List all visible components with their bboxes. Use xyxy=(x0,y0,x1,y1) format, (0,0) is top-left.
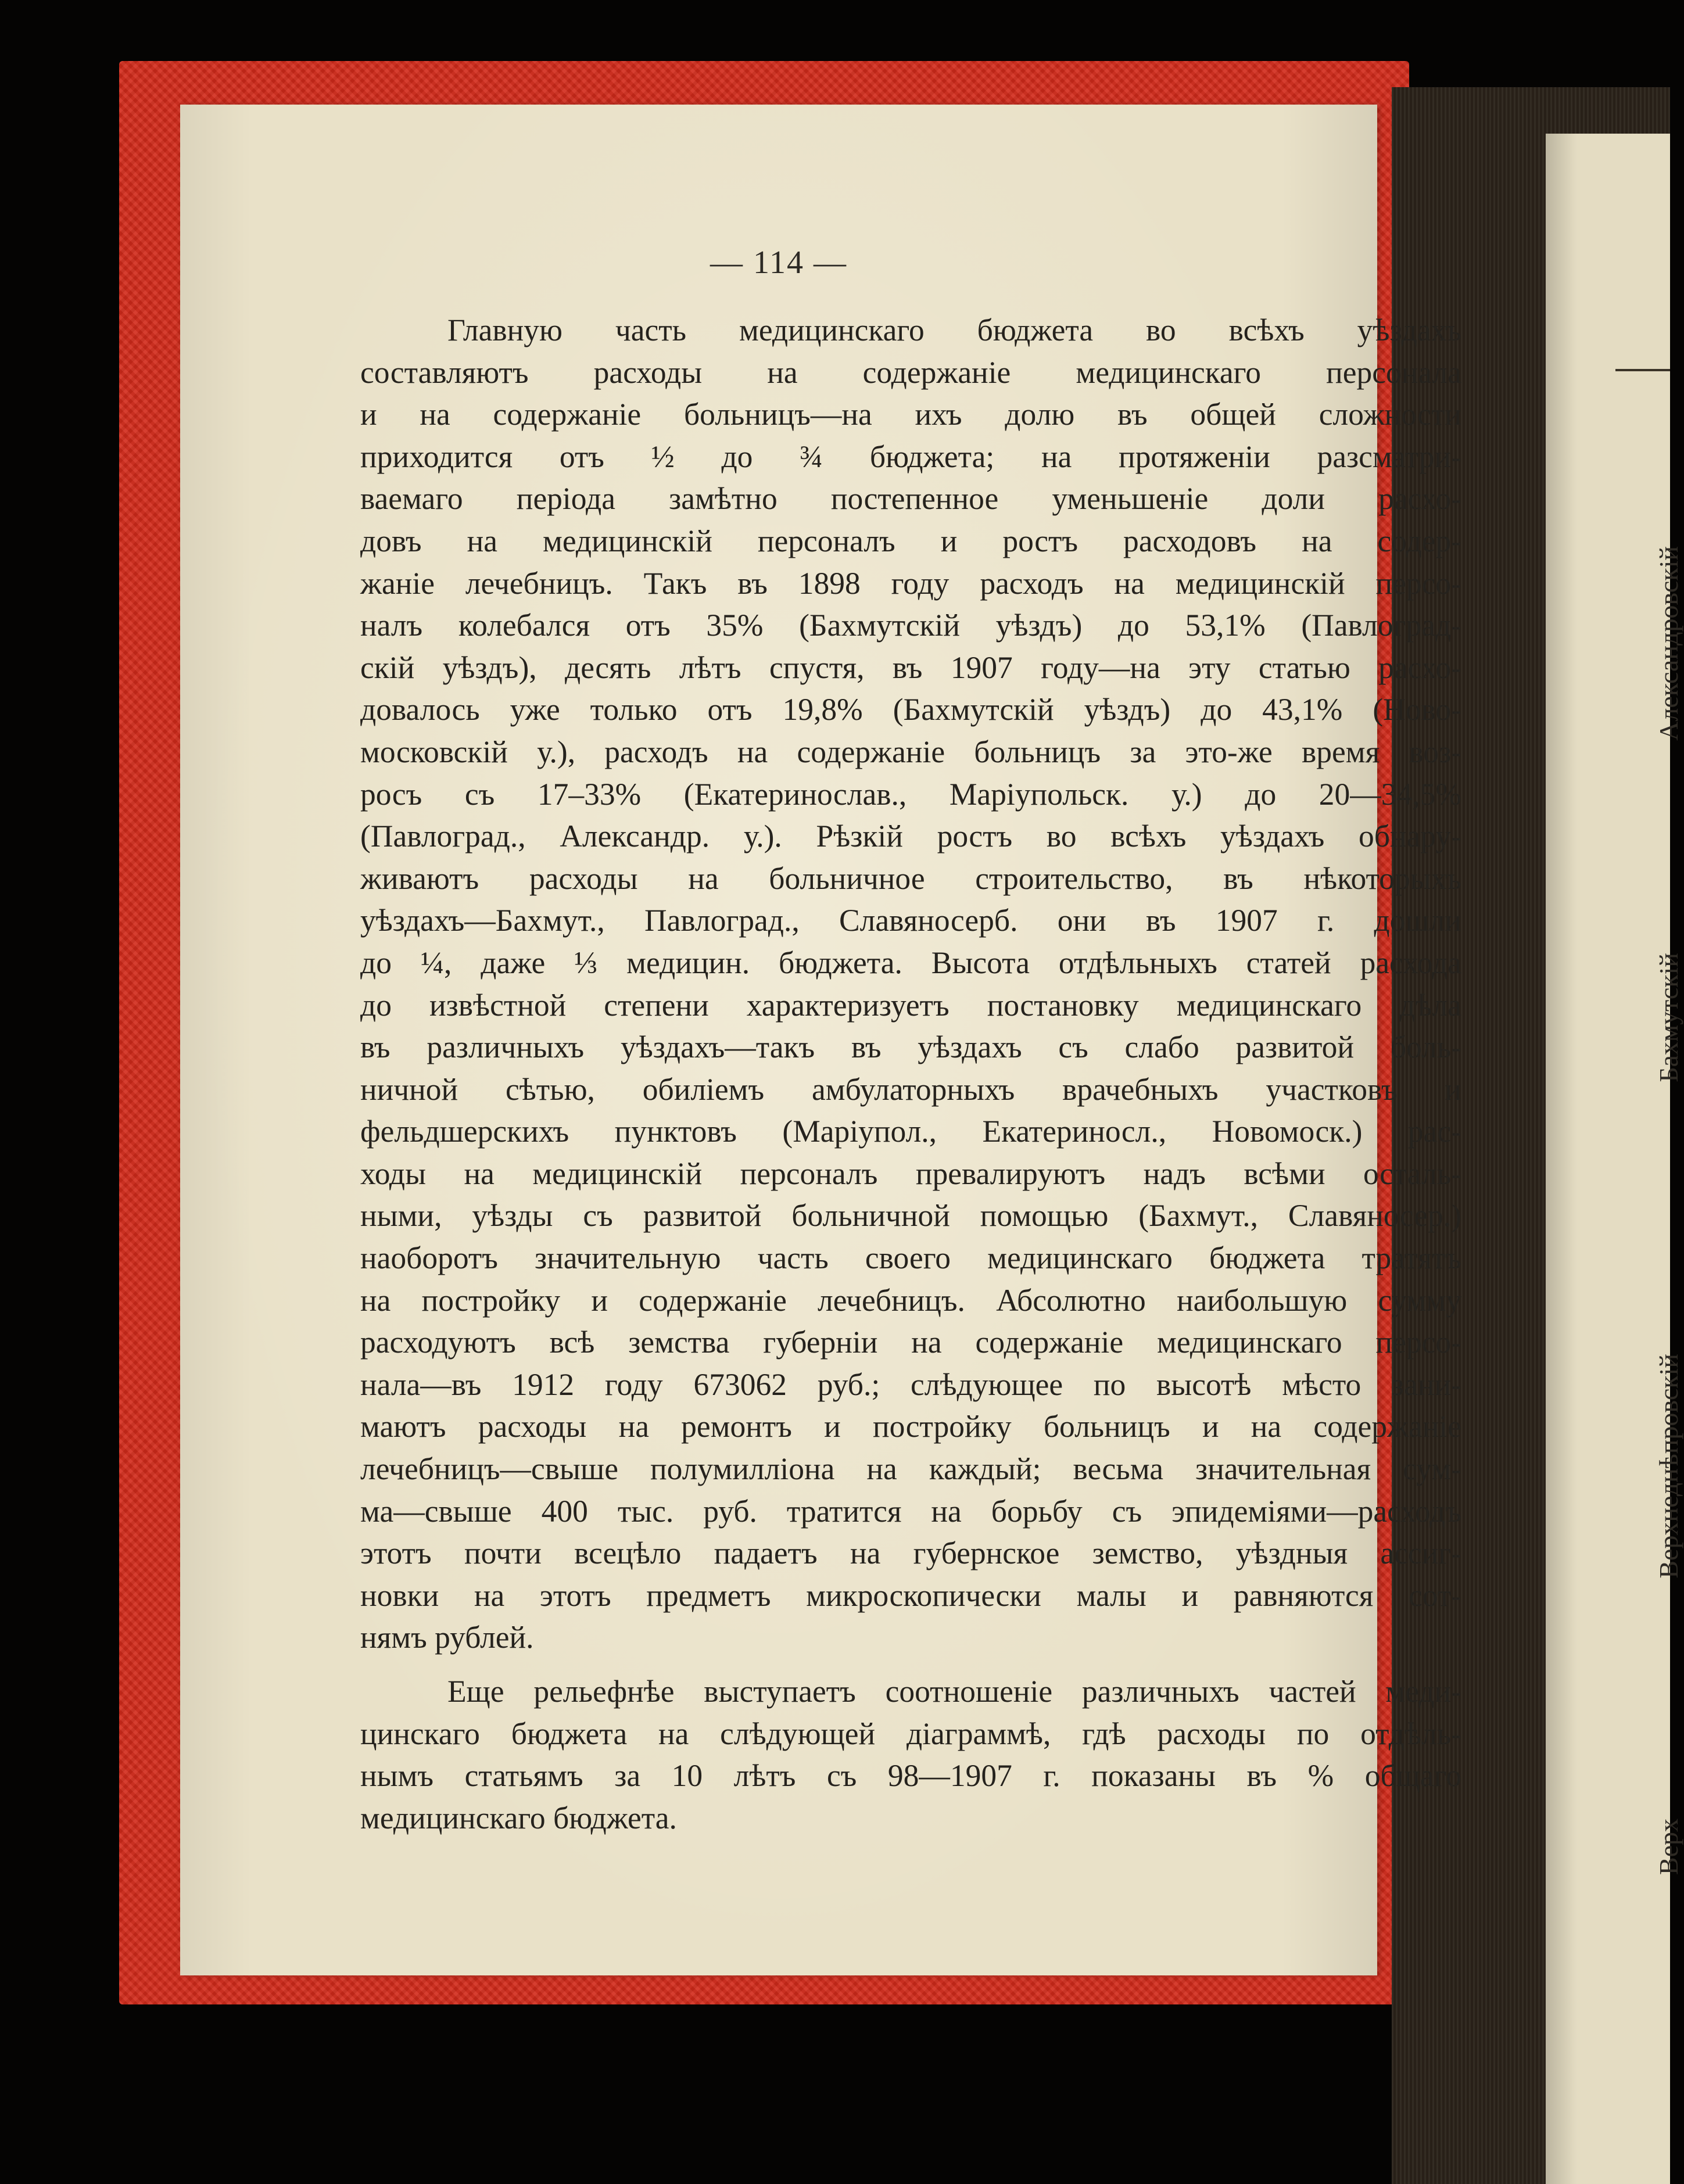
text-line: живаютъ расходы на больничное строительство, въ нѣкоторыхъ xyxy=(360,860,1461,896)
text-line: нямъ рублей. xyxy=(360,1620,534,1655)
next-page-label: Верхнеднѣпровскій xyxy=(1654,1354,1683,1579)
table-rule xyxy=(1615,369,1670,371)
text-line: наоборотъ значительную часть своего медицинскаго бюджета тратятъ xyxy=(360,1240,1461,1276)
text-line: довалось уже только отъ 19,8% (Бахмутскій уѣздъ) до 43,1% (Ново- xyxy=(360,692,1461,727)
text-line: медицинскаго бюджета. xyxy=(360,1800,677,1835)
text-line: фельдшерскихъ пунктовъ (Маріупол., Екатериносл., Новомоск.) рас- xyxy=(360,1114,1461,1149)
text-line: ничной сѣтью, обиліемъ амбулаторныхъ врачебныхъ участковъ и xyxy=(360,1071,1461,1107)
text-line: расходуютъ всѣ земства губерніи на содержаніе медицинскаго персо- xyxy=(360,1325,1461,1360)
text-line: приходится отъ ½ до ¾ бюджета; на протяженіи разсматри- xyxy=(360,439,1461,474)
text-line: (Павлоград., Александр. у.). Рѣзкій ростъ во всѣхъ уѣздахъ обнару- xyxy=(360,819,1461,854)
body-text xyxy=(360,309,1461,1839)
text-line: новки на этотъ предметъ микроскопически малы и равняются сот- xyxy=(360,1577,1461,1613)
text-line: лечебницъ—свыше полумилліона на каждый; весьма значительная сум- xyxy=(360,1451,1461,1487)
next-page-label: Александровскій xyxy=(1654,546,1683,741)
text-line: маютъ расходы на ремонтъ и постройку больницъ и на содержаніе xyxy=(360,1409,1461,1444)
text-line: ваемаго періода замѣтно постепенное уменьшеніе доли расхо- xyxy=(360,481,1461,517)
text-line: до извѣстной степени характеризуетъ постановку медицинскаго дѣла xyxy=(360,987,1461,1023)
text-line: скій уѣздъ), десять лѣтъ спустя, въ 1907 году—на эту статью расхо- xyxy=(360,650,1461,685)
text-line: нымъ статьямъ за 10 лѣтъ съ 98—1907 г. показаны въ % общаго xyxy=(360,1758,1461,1794)
text-line: этотъ почти всецѣло падаетъ на губернское земство, уѣздныя ассиг- xyxy=(360,1536,1461,1571)
text-line: составляютъ расходы на содержаніе медицинскаго персонала xyxy=(360,354,1461,390)
text-line: Главную часть медицинскаго бюджета во всѣхъ уѣздахъ xyxy=(447,313,1461,347)
text-line: ными, уѣзды съ развитой больничной помощью (Бахмут., Славяносер.) xyxy=(360,1198,1461,1233)
text-line: налъ колебался отъ 35% (Бахмутскій уѣздъ) до 53,1% (Павлоград- xyxy=(360,608,1461,643)
paragraph-gap xyxy=(360,1659,1461,1670)
next-page-label: Верх xyxy=(1654,1819,1683,1875)
text-line: ходы на медицинскій персоналъ превалируютъ надъ всѣми осталь- xyxy=(360,1156,1461,1191)
text-line: до ¼, даже ⅓ медицин. бюджета. Высота отдѣльныхъ статей расхода xyxy=(360,945,1461,980)
text-line: на постройку и содержаніе лечебницъ. Абсолютно наибольшую сумму xyxy=(360,1282,1461,1318)
text-line: нала—въ 1912 году 673062 руб.; слѣдующее по высотѣ мѣсто зани- xyxy=(360,1367,1461,1402)
text-line: московскій у.), расходъ на содержаніе больницъ за это-же время воз- xyxy=(360,734,1461,769)
text-line: и на содержаніе больницъ—на ихъ долю въ общей сложности xyxy=(360,397,1461,432)
text-line: довъ на медицинскій персоналъ и ростъ расходовъ на содер- xyxy=(360,523,1461,558)
text-line: росъ съ 17–33% (Екатеринослав., Маріупольск. у.) до 20—34,5% xyxy=(360,776,1461,812)
page-number: — 114 — xyxy=(710,245,847,281)
next-page-edge xyxy=(1546,134,1670,2184)
text-line: цинскаго бюджета на слѣдующей діаграммѣ, гдѣ расходы по отдѣль- xyxy=(360,1716,1461,1751)
text-line: уѣздахъ—Бахмут., Павлоград., Славяносерб. они въ 1907 г. дошли xyxy=(360,903,1461,938)
text-line: Еще рельефнѣе выступаетъ соотношеніе различныхъ частей меди- xyxy=(447,1674,1461,1709)
text-line: въ различныхъ уѣздахъ—такъ въ уѣздахъ съ слабо развитой боль- xyxy=(360,1030,1461,1065)
text-line: ма—свыше 400 тыс. руб. тратится на борьбу съ эпидеміями—расходъ xyxy=(360,1493,1461,1529)
next-page-label: Бахмутскій xyxy=(1654,953,1683,1082)
text-line: жаніе лечебницъ. Такъ въ 1898 году расходъ на медицинскій персо- xyxy=(360,565,1461,601)
